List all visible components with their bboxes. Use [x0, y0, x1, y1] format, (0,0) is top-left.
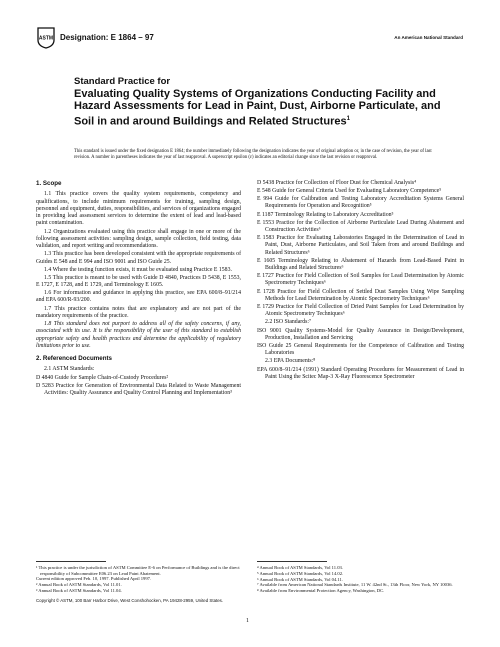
standard-item: EPA 600/8–91/214 (1991) Standard Operating Procedures for Measurement of Lead in Paint Using the Scitec Map-3 X-Ray Fluorescence Spectrometer [257, 366, 464, 380]
safety-paragraph: 1.8 This standard does not purport to address all of the safety concerns, if any, associated with its use. It is the responsibility of the user of this standard to establish appropriate safety and health practices and determine the applicability of regulatory limitations prior to use. [36, 320, 241, 349]
paragraph: 1.6 For information and guidance in applying this practice, see EPA 600/8–91/214 and EPA 600/R-93/200. [36, 290, 241, 304]
standard-item: D 5438 Practice for Collection of Floor Dust for Chemical Analysis⁴ [257, 180, 417, 186]
standard-item: D 5283 Practice for Generation of Environmental Data Related to Waste Management Activities: Quality Assurance and Quality Control Planning and Implementation³ [36, 382, 241, 397]
section-heading-referenced-documents: 2. Referenced Documents [36, 355, 112, 363]
footnote: ⁵ Annual Book of ASTM Standards, Vol 14.02. [257, 570, 344, 576]
standard-item: E 1729 Practice for Field Collection of Dried Paint Samples for Lead Determination by Atomic Spectrometry Techniques⁶ [257, 303, 464, 318]
standard-item: ISO Guide 25 General Requirements for the Competence of Calibration and Testing Laboratories [257, 343, 464, 357]
footnote: ³ Annual Book of ASTM Standards, Vol 11.04. [36, 587, 122, 593]
subsection-astm: 2.1 ASTM Standards: [44, 366, 95, 373]
publisher-tag: An American National Standard [394, 35, 463, 40]
standard-item: ISO 9001 Quality Systems-Model for Quality Assurance in Design/Development, Production, Installation and Servicing [257, 327, 464, 341]
footnote: ⁶ Annual Book of ASTM Standards, Vol 04.11. [257, 576, 343, 582]
svg-text:ASTM: ASTM [38, 35, 54, 42]
paragraph: 1.5 This practice is meant to be used with Guide D 4840, Practices D 5438, E 1553, E 1727, E 1728, and E 1729, and Terminology E 1605. [36, 274, 241, 289]
footnote: ⁴ Annual Book of ASTM Standards, Vol 11.03. [257, 565, 343, 570]
paragraph: 1.1 This practice covers the quality system requirements, competency and qualifications, to include minimum requirements for training, sampling design, personnel and equipment, duties, responsibilities, and services of organizations engaged in providing lead assessment services to determine the extent of lead and lead-based paint contamination. [36, 191, 241, 227]
standard-item: E 994 Guide for Calibration and Testing Laboratory Accreditation Systems General Requirements for Operation and Recognition⁵ [257, 196, 464, 210]
footnote: ² Annual Book of ASTM Standards, Vol 11.01. [36, 582, 122, 588]
subsection-epa: 2.3 EPA Documents:⁸ [265, 358, 316, 365]
left-column [36, 180, 241, 398]
footnotes-right [257, 565, 464, 594]
section-heading-scope: 1. Scope [36, 180, 62, 187]
subsection-iso: 2.2 ISO Standards:⁷ [265, 319, 311, 326]
footnote: ¹ This practice is under the jurisdiction of ASTM Committee E-6 on Performance of Buildings and is the direct responsibility of Subcommittee E06.23 on Lead Paint Abatement. [36, 565, 240, 576]
paragraph: 1.4 Where the testing function exists, it must be evaluated using Practice E 1583. [44, 266, 232, 273]
footnotes-left [36, 565, 241, 594]
document-title: Evaluating Quality Systems of Organizations Conducting Facility and Hazard Assessments for Lead in Paint, Dust, Airborne Particulate, and Soil in and around Buildings and Related Structures$^1$ [74, 87, 441, 128]
standard-item: E 548 Guide for General Criteria Used for Evaluating Laboratory Competence⁵ [257, 188, 442, 195]
footnote: Current edition approved Feb. 10, 1997. Published April 1997. [36, 576, 152, 582]
paragraph: 1.3 This practice has been developed consistent with the appropriate requirements of Guides E 548 and E 994 and ISO 9001 and ISO Guide 25. [36, 251, 241, 265]
footnote: ⁷ Available from American National Standards Institute, 11 W. 42nd St., 13th Floor, New York, NY 10036. [257, 582, 453, 588]
standard-item: E 1728 Practice for Field Collection of Settled Dust Samples Using Wipe Sampling Methods for Lead Determination by Atomic Spectrometry Techniques⁶ [257, 288, 464, 302]
title-prefix: Standard Practice for [74, 76, 171, 87]
issue-note: This standard is issued under the fixed designation E 1864; the number immediately following the designation indicates the year of original adoption or, in the case of revision, the year of last revision. A number in parentheses indicates the year of last reapproval. A superscript epsilon (ε) indicates an editorial change since the last revision or reapproval. [74, 149, 432, 160]
right-column [257, 180, 464, 382]
standard-item: E 1187 Terminology Relating to Laboratory Accreditation⁵ [257, 211, 394, 218]
footnote-divider [257, 561, 327, 562]
paragraph: 1.2 Organizations evaluated using this practice shall engage in one or more of the following assessment activities: sampling design, sample collection, field testing, data validation, and report writing and recommendations. [36, 228, 241, 250]
designation: Designation: E 1864 – 97 [60, 33, 154, 42]
standard-item: E 1553 Practice for the Collection of Airborne Particulate Lead During Abatement and Construction Activities⁶ [257, 219, 464, 233]
standard-item: D 4840 Guide for Sample Chain-of-Custody Procedures² [36, 374, 169, 381]
standard-item: E 1583 Practice for Evaluating Laboratories Engaged in the Determination of Lead in Paint, Dust, Airborne Particulates, and Soil Taken from and around Buildings and Related Structures⁶ [257, 235, 464, 256]
copyright-notice: Copyright © ASTM, 100 Barr Harbor Drive, West Conshohocken, PA 19428-2959, United States. [36, 598, 224, 603]
standard-item: E 1605 Terminology Relating to Abatement of Hazards from Lead-Based Paint in Buildings and Related Structures⁶ [257, 257, 464, 272]
astm-logo-icon [37, 27, 55, 49]
page-number: 1 [246, 618, 249, 624]
paragraph: 1.7 This practice contains notes that are explanatory and are not part of the mandatory requirements of the practice. [36, 305, 241, 319]
footnote: ⁸ Available from Environmental Protection Agency, Washington, DC. [257, 588, 385, 594]
footnote-divider [36, 561, 106, 562]
title-block [74, 76, 454, 128]
standard-item: E 1727 Practice for Field Collection of Soil Samples for Lead Determination by Atomic Spectrometry Techniques⁶ [257, 273, 464, 287]
